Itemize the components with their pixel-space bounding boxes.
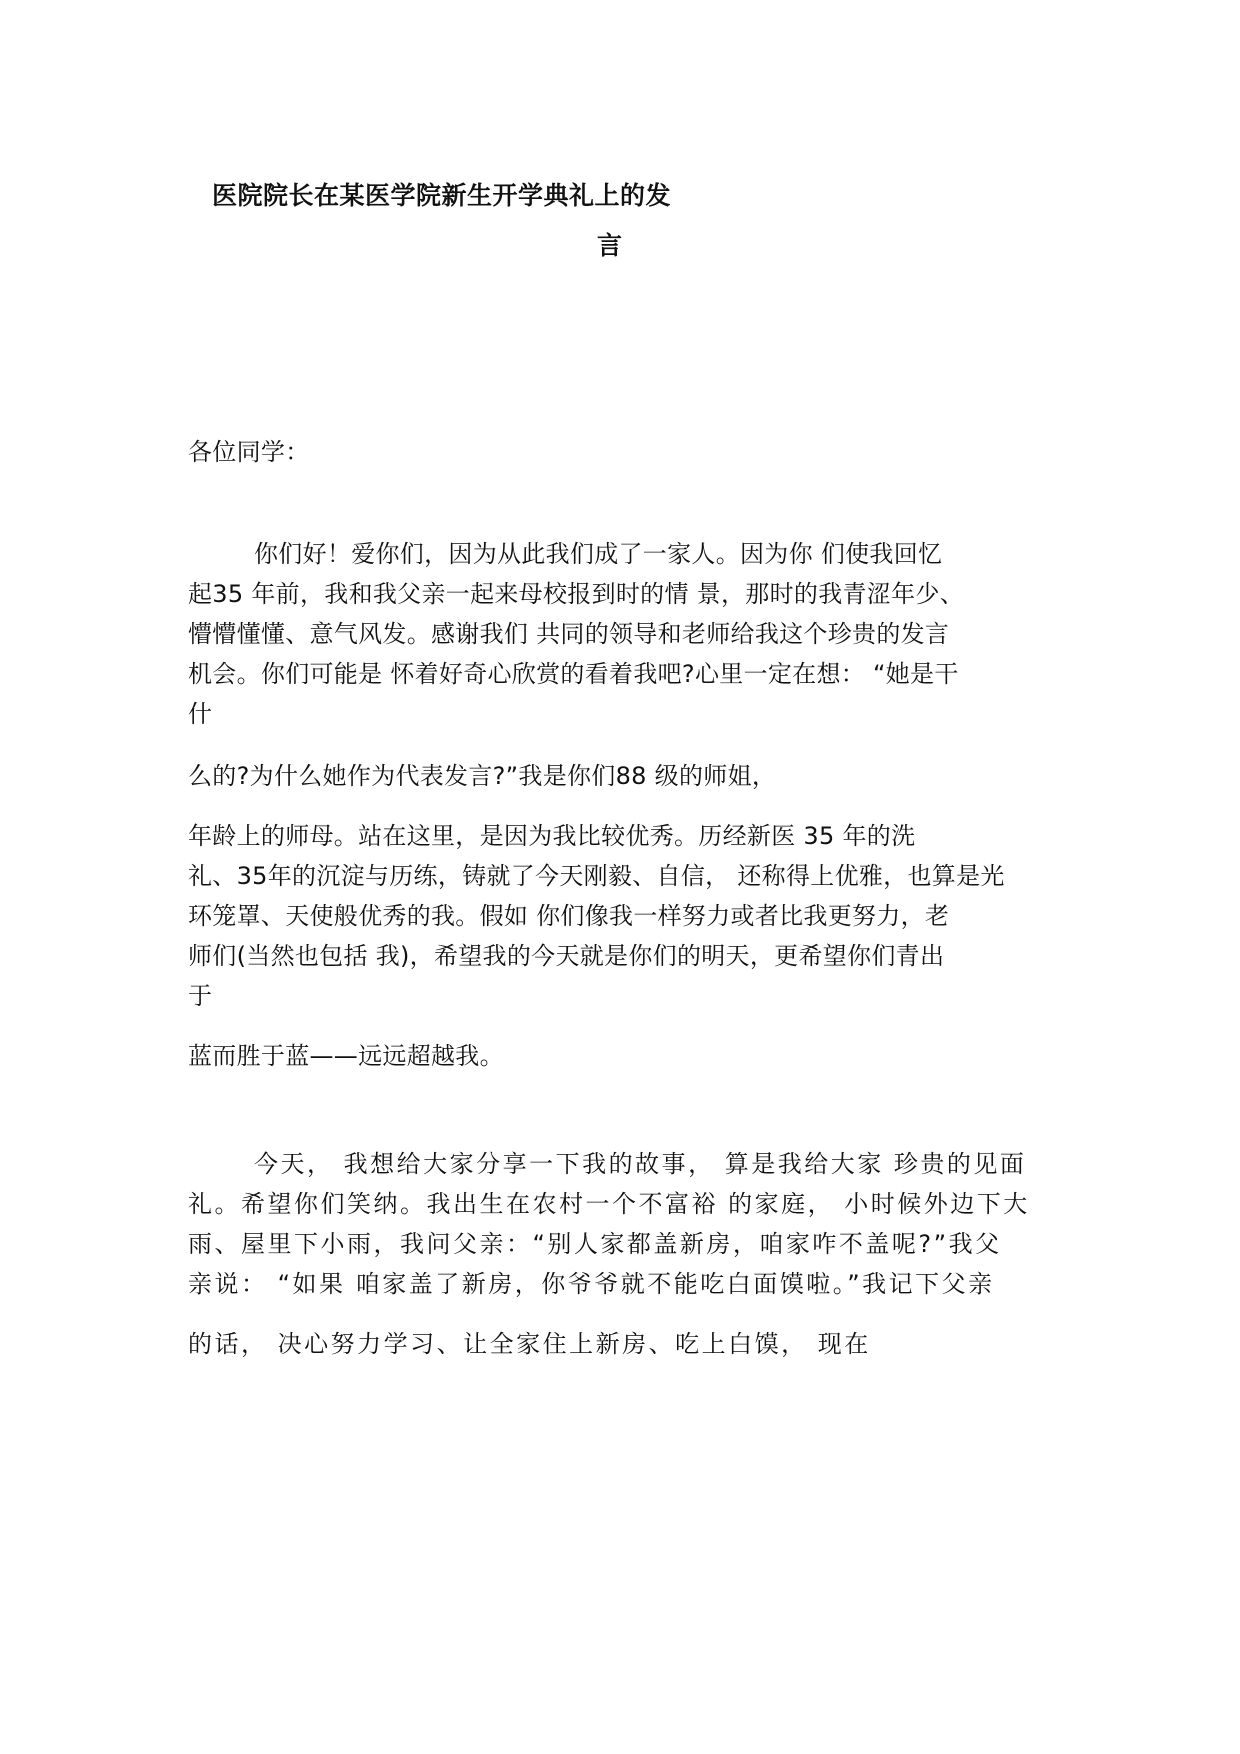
paragraph-line: 亲说： “如果 咱家盖了新房，你爷爷就不能吃白面馍啦。”我记下父亲 <box>188 1270 995 1298</box>
paragraph-line: 机会。你们可能是 怀着好奇心欣赏的看着我吧?心里一定在想： “她是干 <box>188 660 959 688</box>
paragraph-line: 蓝而胜于蓝——远远超越我。 <box>188 1042 504 1070</box>
paragraph-line: 懵懵懂懂、意气风发。感谢我们 共同的领导和老师给我这个珍贵的发言 <box>188 620 950 648</box>
document-title: 医院院长在某医学院新生开学典礼上的发 <box>212 181 672 210</box>
paragraph-line: 什 <box>188 700 213 728</box>
paragraph-line: 你们好！爱你们，因为从此我们成了一家人。因为你 们使我回忆 <box>254 540 943 568</box>
paragraph-line: 于 <box>188 982 213 1010</box>
paragraph-line: 礼。希望你们笑纳。我出生在农村一个不富裕 的家庭， 小时候外边下大 <box>188 1190 1030 1218</box>
paragraph-line: 雨、屋里下小雨，我问父亲：“别人家都盖新房，咱家咋不盖呢?”我父 <box>188 1230 1002 1258</box>
document-title-continuation: 言 <box>597 231 623 260</box>
paragraph-line: 年龄上的师母。站在这里，是因为我比较优秀。历经新医 35 年的洗 <box>188 822 916 850</box>
paragraph-line: 的话， 决心努力学习、让全家住上新房、吃上白馍， 现在 <box>188 1330 871 1358</box>
paragraph-line: 礼、35年的沉淀与历练，铸就了今天刚毅、自信， 还称得上优雅，也算是光 <box>188 862 1005 890</box>
salutation: 各位同学： <box>188 438 310 466</box>
paragraph-line: 师们(当然也包括 我)，希望我的今天就是你们的明天，更希望你们青出 <box>188 942 945 970</box>
paragraph-line: 起35 年前，我和我父亲一起来母校报到时的情 景，那时的我青涩年少、 <box>188 580 964 608</box>
paragraph-line: 今天， 我想给大家分享一下我的故事， 算是我给大家 珍贵的见面 <box>254 1150 1027 1178</box>
paragraph-line: 环笼罩、天使般优秀的我。假如 你们像我一样努力或者比我更努力，老 <box>188 902 950 930</box>
paragraph-line: 么的?为什么她作为代表发言?”我是你们88 级的师姐， <box>188 762 777 790</box>
